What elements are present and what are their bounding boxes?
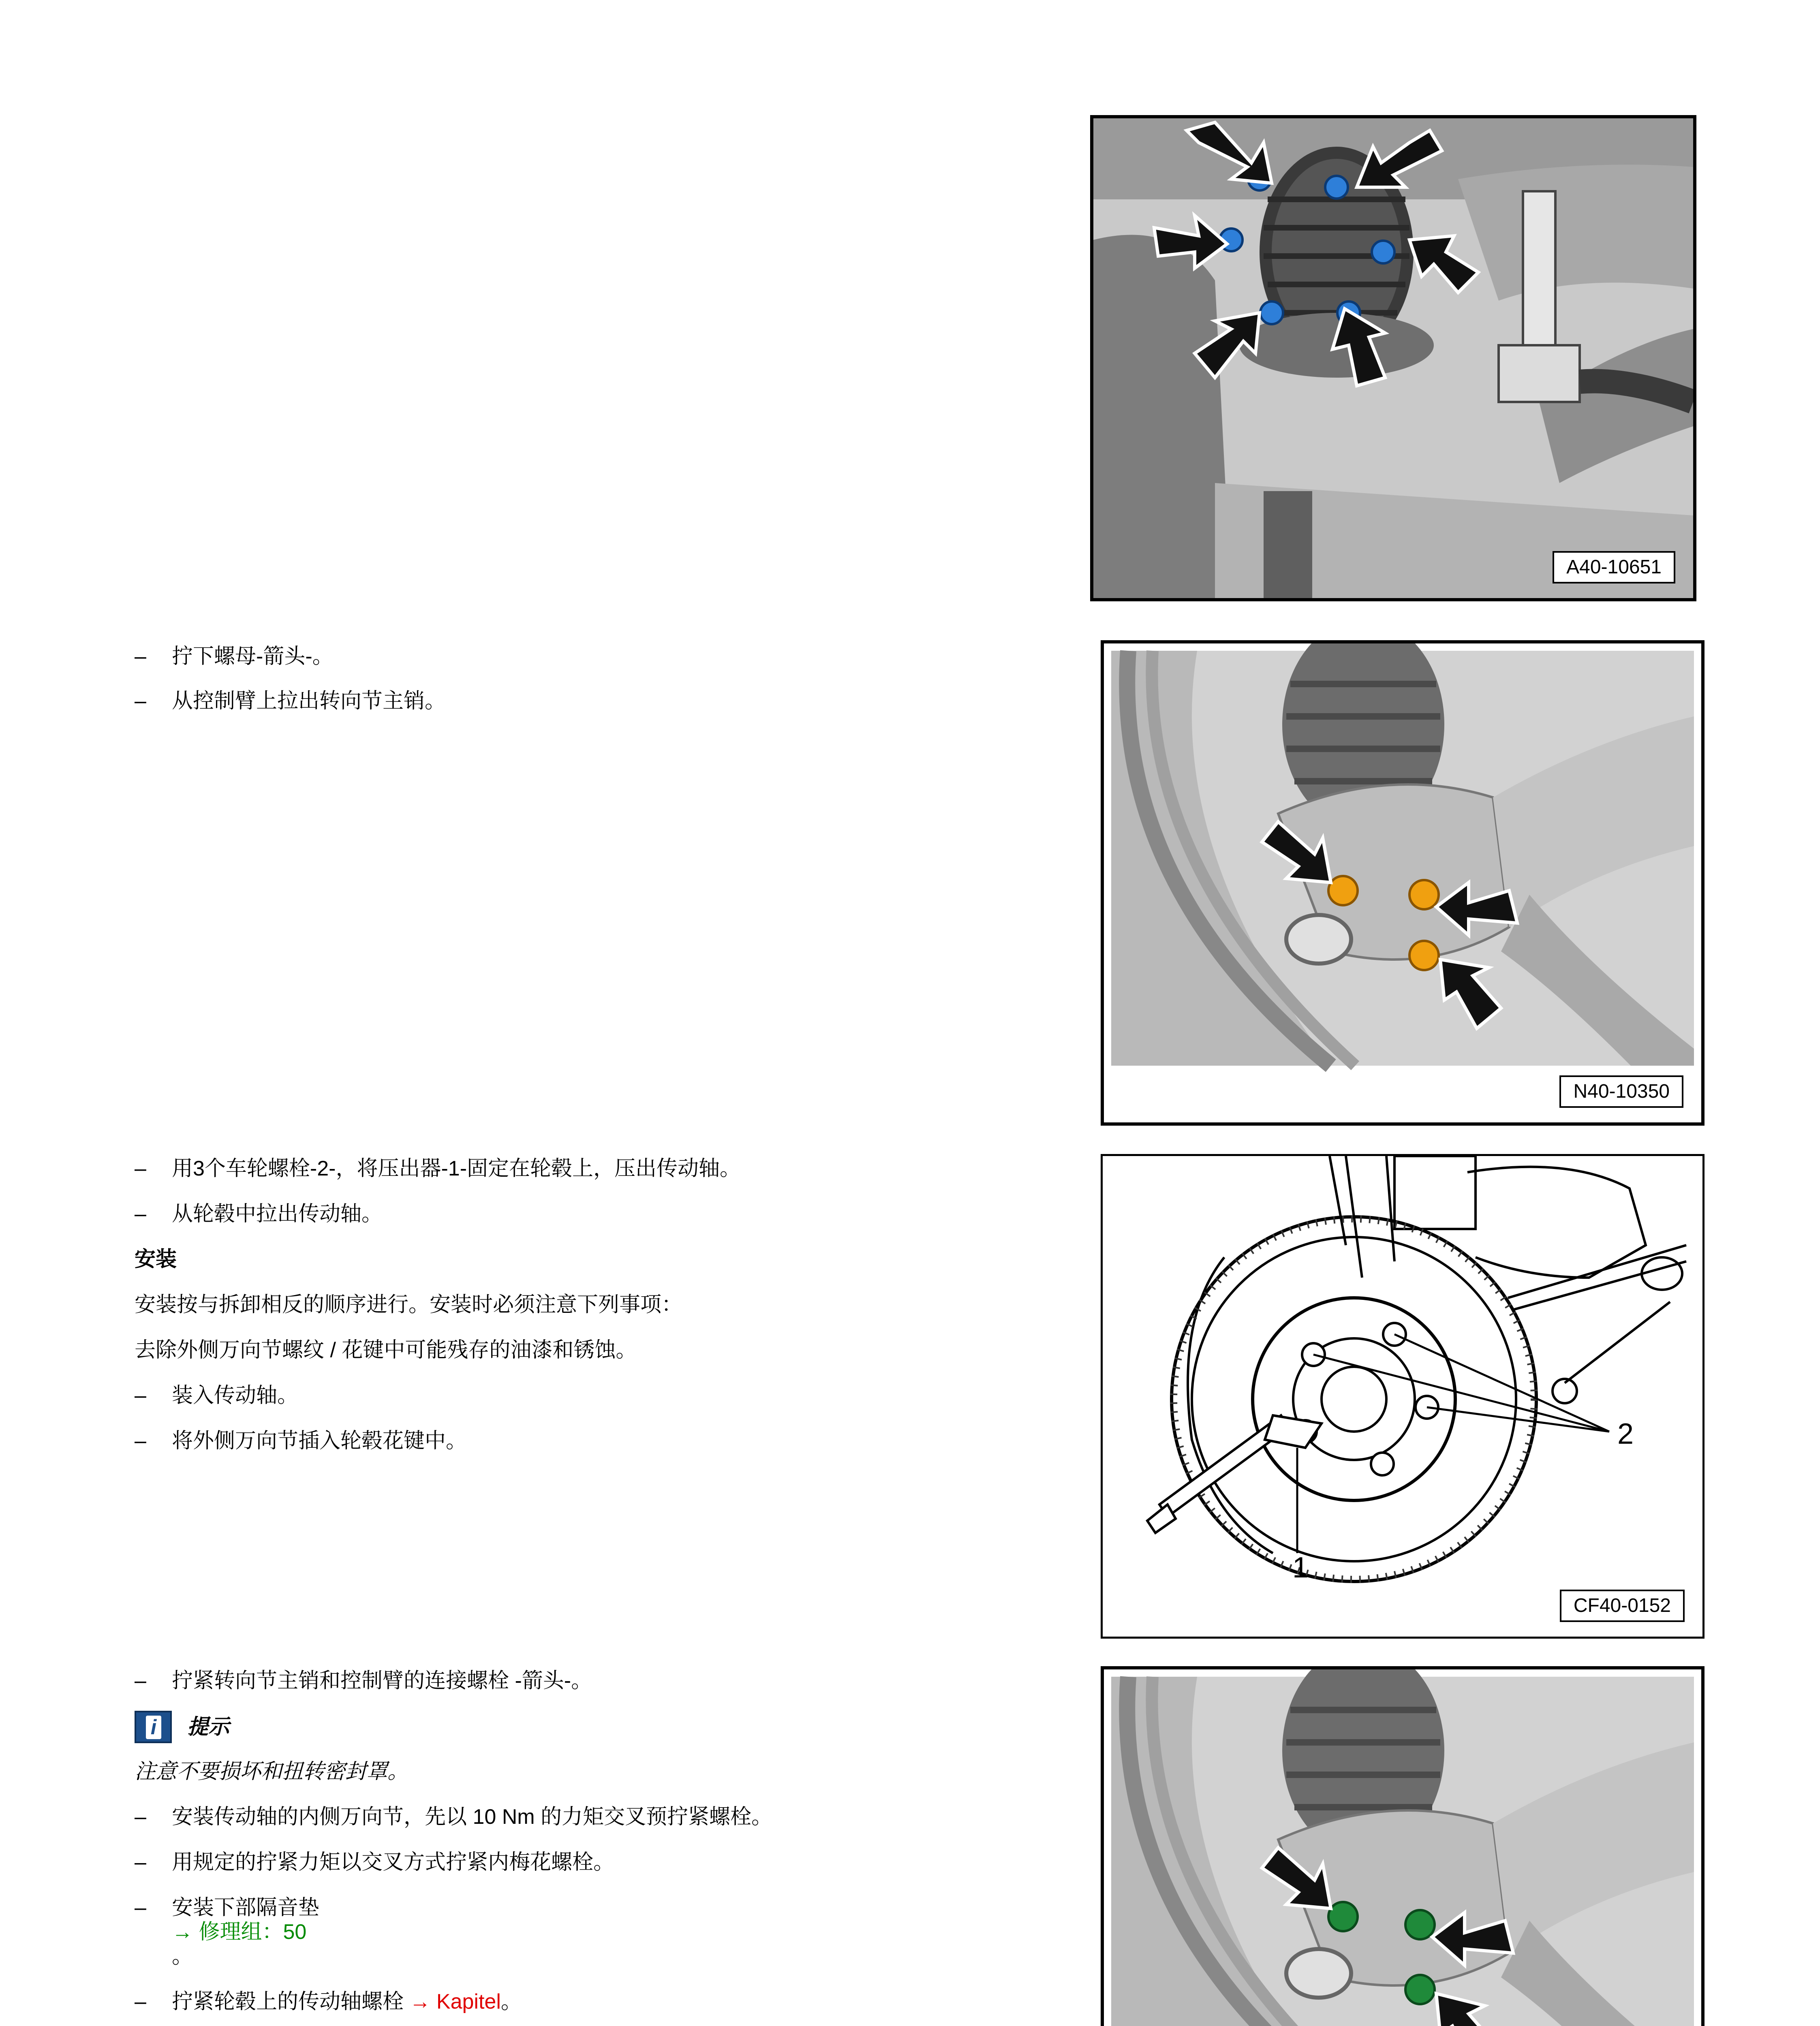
step-tighten-pin: – 拧紧转向节主销和控制臂的连接螺栓 -箭头-。	[135, 1669, 592, 1693]
soundproof-suffix: 。	[172, 1945, 193, 1968]
step-remove-nut: – 拧下螺母-箭头-。	[135, 645, 334, 668]
figure-a40-10651-illustration	[1093, 118, 1693, 598]
figure-n40-10350	[1101, 640, 1705, 1126]
figure-label: A40-10651	[1553, 551, 1675, 583]
step-tighten-inner-bolts: – 用规定的拧紧力矩以交叉方式拧紧内梅花螺栓。	[135, 1851, 615, 1874]
figure-cf40-0152-illustration	[1103, 1156, 1702, 1637]
step-press-shaft: – 用3个车轮螺栓-2-，将压出器-1-固定在轮毂上，压出传动轴。	[135, 1157, 741, 1180]
note-text: 注意不要损坏和扭转密封罩。	[135, 1760, 409, 1783]
step-install-soundproof: – 安装下部隔音垫	[135, 1896, 320, 1919]
step-insert-joint: – 将外侧万向节插入轮毂花键中。	[135, 1429, 467, 1453]
step-tighten-hub-bolt: – 拧紧轮毂上的传动轴螺栓 → Kapitel。	[135, 1990, 522, 2013]
repair-group-link[interactable]: → 修理组：50	[172, 1920, 307, 1944]
note-title: 提示	[187, 1715, 230, 1739]
info-icon: i	[135, 1711, 172, 1743]
figure-n40-10391	[1101, 1666, 1705, 2026]
figure-n40-10350-illustration	[1104, 643, 1701, 1122]
callout-1: 1	[1292, 1552, 1309, 1584]
step-pull-shaft: – 从轮毂中拉出传动轴。	[135, 1202, 383, 1226]
install-clean: 去除外侧万向节螺纹 / 花键中可能残存的油漆和锈蚀。	[135, 1338, 637, 1362]
figure-label: CF40-0152	[1560, 1590, 1685, 1622]
step-insert-shaft: – 装入传动轴。	[135, 1384, 299, 1407]
figure-label: N40-10350	[1559, 1075, 1683, 1108]
callout-2: 2	[1617, 1418, 1634, 1450]
figure-cf40-0152	[1101, 1154, 1705, 1639]
step-pull-pin: – 从控制臂上拉出转向节主销。	[135, 689, 446, 713]
install-intro: 安装按与拆卸相反的顺序进行。安装时必须注意下列事项：	[135, 1293, 683, 1316]
step-preload-inner-joint: – 安装传动轴的内侧万向节，先以 10 Nm 的力矩交叉预拧紧螺栓。	[135, 1805, 773, 1829]
kapitel-link[interactable]: → Kapitel	[409, 1990, 501, 2013]
install-heading: 安装	[135, 1248, 177, 1271]
figure-a40-10651	[1090, 115, 1696, 601]
figure-n40-10391-illustration	[1104, 1669, 1701, 2026]
